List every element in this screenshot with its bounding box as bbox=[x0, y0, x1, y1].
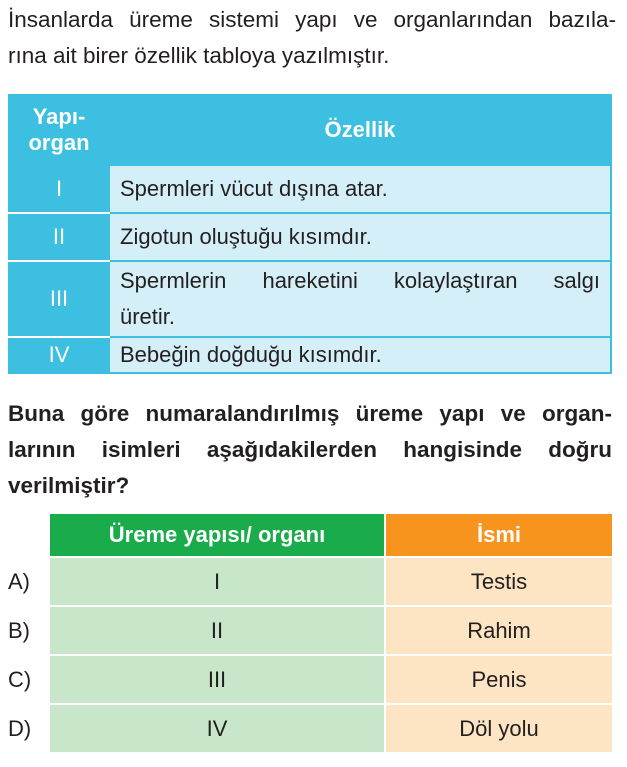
table-row bbox=[9, 337, 611, 373]
row-feature: Bebeğin doğduğu kısımdır. bbox=[109, 337, 611, 373]
intro-line-1: İnsanlarda üreme sistemi yapı ve organlarından bazıla- bbox=[8, 7, 616, 32]
option-label[interactable]: D) bbox=[8, 715, 32, 741]
row-number: II bbox=[9, 213, 109, 261]
question-line-3: verilmiştir? bbox=[8, 473, 130, 498]
table-row bbox=[9, 261, 611, 337]
structures-table-header bbox=[9, 95, 611, 165]
table-row bbox=[9, 165, 611, 213]
option-row-c[interactable] bbox=[8, 656, 612, 703]
row-number: III bbox=[9, 261, 109, 337]
row-feature-line-2: üretir. bbox=[120, 304, 176, 329]
row-number: I bbox=[9, 165, 109, 213]
option-label[interactable]: A) bbox=[8, 568, 30, 594]
intro-line-2: rına ait birer özellik tabloya yazılmıştır. bbox=[8, 43, 390, 68]
row-feature-line-1: Spermlerin hareketini kolaylaştıran salgı bbox=[120, 268, 600, 293]
intro-text bbox=[8, 2, 616, 74]
option-organ: II bbox=[50, 607, 384, 654]
option-row-a[interactable] bbox=[8, 558, 612, 605]
option-label[interactable]: B) bbox=[8, 617, 30, 643]
option-row-b[interactable] bbox=[8, 607, 612, 654]
table-row bbox=[9, 213, 611, 261]
option-organ: I bbox=[50, 558, 384, 605]
row-number: IV bbox=[9, 337, 109, 373]
row-feature: Zigotun oluştuğu kısımdır. bbox=[109, 213, 611, 261]
header-structure bbox=[9, 95, 109, 165]
header-structure-line-2: organ bbox=[28, 130, 90, 155]
question-text bbox=[8, 396, 612, 504]
row-feature: Spermleri vücut dışına atar. bbox=[109, 165, 611, 213]
option-row-d[interactable] bbox=[8, 705, 612, 752]
row-feature bbox=[109, 261, 611, 337]
option-name: Döl yolu bbox=[386, 705, 612, 752]
option-name: Penis bbox=[386, 656, 612, 703]
question-line-1: Buna göre numaralandırılmış üreme yapı ve organ- bbox=[8, 401, 612, 426]
header-organ: Üreme yapısı/ organı bbox=[50, 514, 384, 556]
option-organ: III bbox=[50, 656, 384, 703]
question-line-2: larının isimleri aşağıdakilerden hangisinde doğru bbox=[8, 437, 612, 462]
option-name: Rahim bbox=[386, 607, 612, 654]
header-feature: Özellik bbox=[109, 95, 611, 165]
header-structure-line-1: Yapı- bbox=[32, 104, 86, 129]
header-name: İsmi bbox=[386, 514, 612, 556]
option-name: Testis bbox=[386, 558, 612, 605]
option-label[interactable]: C) bbox=[8, 666, 32, 692]
option-organ: IV bbox=[50, 705, 384, 752]
structures-table bbox=[8, 94, 612, 374]
answer-options-table bbox=[8, 514, 612, 756]
